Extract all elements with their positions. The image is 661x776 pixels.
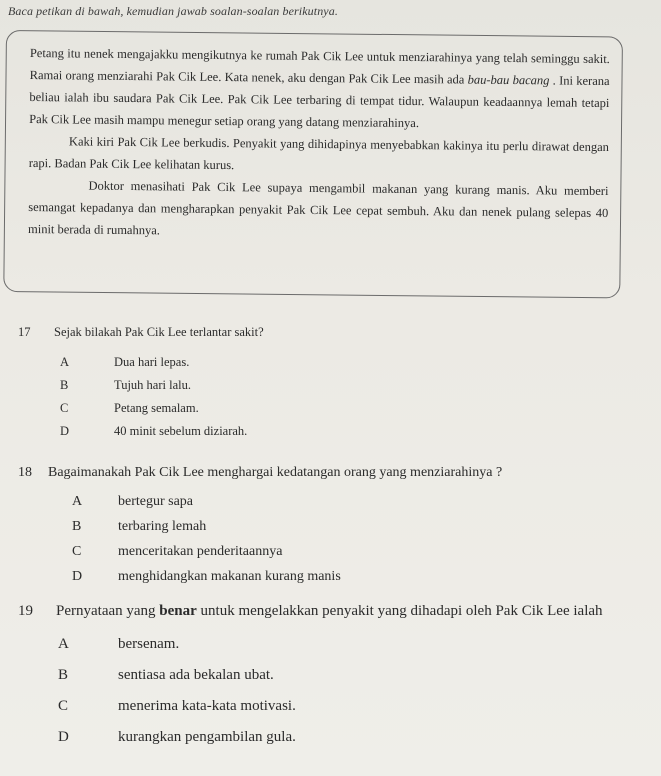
- option-letter: D: [60, 424, 70, 438]
- passage-paragraph-3: Doktor menasihati Pak Cik Lee supaya mengambil makanan yang kurang manis. Aku memberi semangat kepadanya dan mengharapkan penyakit Pak Cik Lee cepat sembuh. Aku dan nenek pulang selepas 40 minit berada di rumahnya.: [27, 178, 609, 238]
- passage-paragraph-1-text-b: . Ini kerana beliau ialah ibu saudara Pak Cik Lee. Pak Cik Lee terbaring di tempat tidur. Walaupun keadaannya lemah tetapi Pak Cik Lee masih mampu menegur setiap orang yang datang menziarahinya.: [29, 73, 610, 131]
- option-text: Tujuh hari lalu.: [114, 378, 191, 392]
- question-18: [18, 465, 502, 481]
- option-letter: B: [60, 378, 69, 392]
- q17-option-c[interactable]: [60, 401, 199, 416]
- question-text: Bagaimanakah Pak Cik Lee menghargai kedatangan orang yang menziarahinya ?: [48, 465, 503, 480]
- q17-option-a[interactable]: [60, 355, 189, 370]
- q18-option-a[interactable]: [72, 494, 193, 510]
- option-text: Petang semalam.: [114, 401, 199, 415]
- option-text: menerima kata-kata motivasi.: [118, 698, 296, 714]
- option-letter: D: [58, 729, 69, 745]
- passage-paragraph-2: Kaki kiri Pak Cik Lee berkudis. Penyakit yang dihidapinya menyebabkan kakinya itu perlu dirawat dengan rapi. Badan Pak Cik Lee kelihatan kurus.: [28, 134, 610, 173]
- option-text: bersenam.: [118, 636, 180, 652]
- question-text-b: untuk mengelakkan penyakit yang dihadapi oleh Pak Cik Lee ialah: [196, 603, 603, 619]
- passage-paragraph-1: [29, 42, 610, 136]
- question-text: Sejak bilakah Pak Cik Lee terlantar sakit?: [54, 325, 264, 339]
- q19-option-b[interactable]: [58, 667, 274, 684]
- option-letter: B: [58, 667, 69, 683]
- option-text: Dua hari lepas.: [114, 355, 190, 369]
- option-letter: C: [72, 544, 82, 559]
- question-number: 19: [18, 603, 33, 619]
- passage: [28, 42, 610, 246]
- question-17: [18, 325, 264, 340]
- instruction-text: Baca petikan di bawah, kemudian jawab soalan-soalan berikutnya.: [8, 4, 338, 18]
- question-19: [18, 603, 603, 620]
- q17-option-d[interactable]: [60, 424, 247, 439]
- option-text: menceritakan penderitaannya: [118, 544, 283, 559]
- q17-option-b[interactable]: [60, 378, 191, 393]
- q18-option-b[interactable]: [72, 519, 206, 535]
- peribahasa-bau-bau-bacang: bau-bau bacang: [467, 72, 550, 88]
- option-letter: A: [60, 355, 70, 369]
- question-number: 18: [18, 465, 32, 480]
- option-letter: D: [72, 569, 83, 584]
- option-text: 40 minit sebelum diziarah.: [114, 424, 248, 438]
- passage-paragraph-1-text-a: Petang itu nenek mengajakku mengikutnya ke rumah Pak Cik Lee untuk menziarahinya yang telah seminggu sakit. Ramai orang menziarahi Pak Cik Lee. Kata nenek, aku dengan Pak Cik Lee masih ada: [29, 45, 610, 87]
- option-letter: B: [72, 519, 82, 534]
- q19-option-c[interactable]: [58, 698, 296, 715]
- q19-option-d[interactable]: [58, 729, 296, 746]
- option-letter: C: [58, 698, 69, 714]
- question-emphasis: benar: [159, 603, 197, 619]
- option-text: kurangkan pengambilan gula.: [118, 729, 296, 745]
- option-text: menghidangkan makanan kurang manis: [118, 569, 341, 584]
- question-text-a: Pernyataan yang: [56, 603, 160, 619]
- option-letter: A: [72, 494, 83, 509]
- q19-option-a[interactable]: [58, 636, 179, 653]
- q18-option-d[interactable]: [72, 569, 341, 585]
- option-letter: C: [60, 401, 69, 415]
- question-number: 17: [18, 325, 31, 339]
- option-text: bertegur sapa: [118, 494, 194, 509]
- option-text: terbaring lemah: [118, 519, 207, 534]
- option-text: sentiasa ada bekalan ubat.: [118, 667, 274, 683]
- q18-option-c[interactable]: [72, 544, 282, 560]
- option-letter: A: [58, 636, 69, 652]
